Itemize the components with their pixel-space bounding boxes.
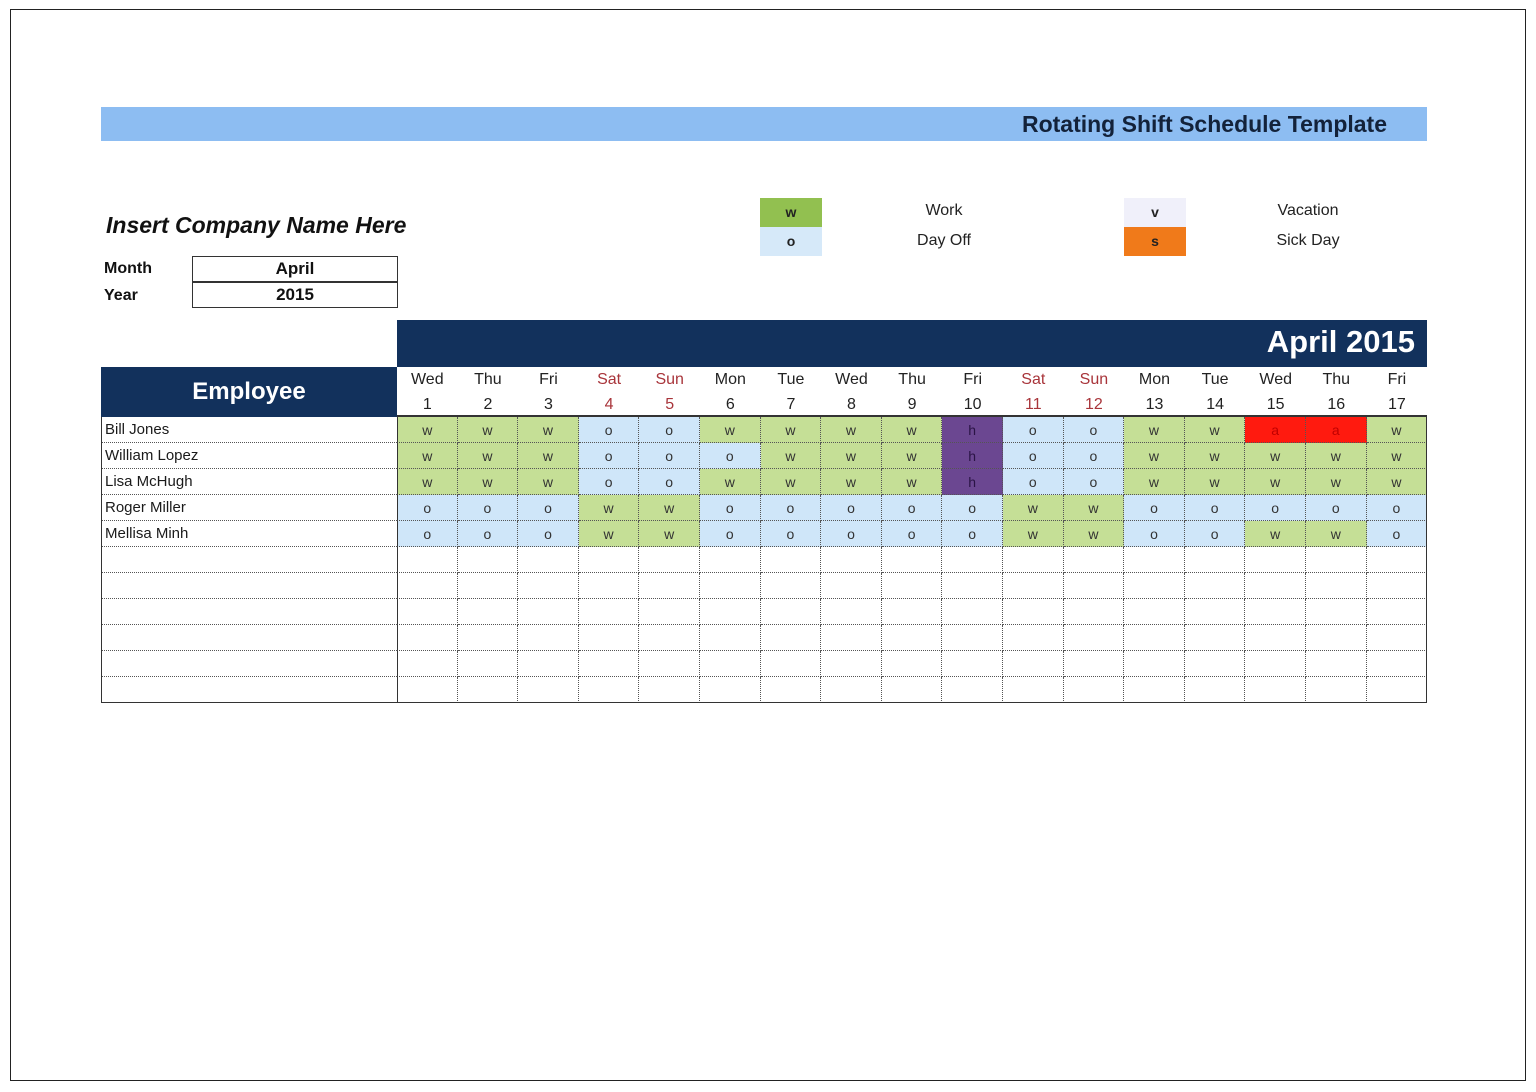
day-name: Sat <box>1021 371 1046 388</box>
shift-cell[interactable] <box>882 651 943 677</box>
shift-cell[interactable] <box>1185 573 1246 599</box>
day-name: Tue <box>777 371 805 388</box>
shift-cell[interactable]: h <box>942 443 1003 469</box>
shift-cell[interactable]: o <box>700 521 761 547</box>
shift-cell[interactable] <box>1064 547 1125 573</box>
title-banner <box>101 107 1427 141</box>
employee-name[interactable] <box>101 573 397 599</box>
shift-cell[interactable]: o <box>1185 521 1246 547</box>
shift-cell[interactable]: o <box>579 443 640 469</box>
shift-cell[interactable] <box>518 599 579 625</box>
shift-cell[interactable]: h <box>942 469 1003 495</box>
day-date: 8 <box>847 396 856 413</box>
day-header <box>1245 367 1306 417</box>
day-header <box>942 367 1003 417</box>
shift-cell[interactable] <box>1245 651 1306 677</box>
shift-cell[interactable]: w <box>458 469 519 495</box>
shift-cell[interactable]: o <box>1064 443 1125 469</box>
shift-cell[interactable]: w <box>761 417 822 443</box>
shift-cell[interactable] <box>700 547 761 573</box>
shift-cell[interactable]: w <box>458 443 519 469</box>
shift-cell[interactable] <box>1367 573 1428 599</box>
shift-cell[interactable]: o <box>579 469 640 495</box>
shift-cell[interactable] <box>761 547 822 573</box>
shift-cell[interactable] <box>821 573 882 599</box>
shift-cell[interactable]: o <box>1124 495 1185 521</box>
shift-cell[interactable] <box>761 677 822 703</box>
day-name: Wed <box>1259 371 1292 388</box>
day-header <box>1003 367 1064 417</box>
shift-cell[interactable]: o <box>882 495 943 521</box>
shift-cell[interactable]: o <box>882 521 943 547</box>
shift-cell[interactable] <box>639 573 700 599</box>
shift-cell[interactable] <box>1245 599 1306 625</box>
grid-border-bottom <box>101 702 1427 703</box>
day-header <box>882 367 943 417</box>
shift-cell[interactable]: w <box>1306 443 1367 469</box>
year-label: Year <box>104 287 138 304</box>
day-date: 15 <box>1266 396 1285 413</box>
shift-cell[interactable] <box>1245 677 1306 703</box>
shift-cell[interactable]: w <box>1306 469 1367 495</box>
shift-cell[interactable]: o <box>1124 521 1185 547</box>
day-header <box>1185 367 1246 417</box>
shift-cell[interactable] <box>579 599 640 625</box>
shift-cell[interactable] <box>1367 625 1428 651</box>
shift-cell[interactable]: h <box>942 417 1003 443</box>
shift-cell[interactable]: w <box>397 417 458 443</box>
shift-cell[interactable]: w <box>700 469 761 495</box>
day-date: 9 <box>907 396 917 413</box>
employee-name[interactable] <box>101 547 397 573</box>
shift-cell[interactable]: w <box>1124 417 1185 443</box>
legend-dayoff-label: Day Off <box>917 232 971 249</box>
day-header <box>1064 367 1125 417</box>
shift-cell[interactable] <box>942 651 1003 677</box>
shift-cell[interactable]: o <box>821 495 882 521</box>
day-header <box>397 367 458 417</box>
shift-cell[interactable]: o <box>1306 495 1367 521</box>
month-input[interactable]: April <box>192 256 398 282</box>
shift-cell[interactable]: o <box>1367 521 1428 547</box>
shift-cell[interactable]: w <box>821 469 882 495</box>
shift-cell[interactable]: w <box>1003 495 1064 521</box>
shift-cell[interactable]: w <box>882 469 943 495</box>
shift-cell[interactable] <box>1306 677 1367 703</box>
shift-cell[interactable]: w <box>639 495 700 521</box>
shift-cell[interactable]: w <box>761 443 822 469</box>
shift-cell[interactable]: o <box>942 495 1003 521</box>
day-header <box>761 367 822 417</box>
shift-cell[interactable] <box>1003 573 1064 599</box>
shift-cell[interactable]: o <box>639 443 700 469</box>
shift-cell[interactable] <box>397 573 458 599</box>
shift-cell[interactable] <box>458 599 519 625</box>
shift-cell[interactable] <box>942 625 1003 651</box>
day-name: Mon <box>714 371 746 388</box>
shift-cell[interactable] <box>639 547 700 573</box>
shift-cell[interactable] <box>821 677 882 703</box>
page-title: Rotating Shift Schedule Template <box>1021 111 1387 137</box>
shift-cell[interactable]: w <box>1185 417 1246 443</box>
shift-cell[interactable] <box>821 547 882 573</box>
shift-cell[interactable] <box>942 599 1003 625</box>
shift-cell[interactable]: o <box>518 521 579 547</box>
shift-cell[interactable]: o <box>1003 469 1064 495</box>
shift-cell[interactable] <box>1245 547 1306 573</box>
shift-cell[interactable]: w <box>1367 417 1428 443</box>
shift-cell[interactable] <box>700 599 761 625</box>
shift-cell[interactable] <box>1064 625 1125 651</box>
shift-cell[interactable] <box>882 599 943 625</box>
day-name: Sun <box>1079 371 1109 388</box>
employee-name[interactable]: William Lopez <box>101 443 397 469</box>
shift-cell[interactable]: w <box>397 443 458 469</box>
shift-cell[interactable]: w <box>639 521 700 547</box>
shift-cell[interactable] <box>942 677 1003 703</box>
shift-cell[interactable] <box>458 651 519 677</box>
grid-border-left <box>101 417 102 703</box>
shift-cell[interactable] <box>821 625 882 651</box>
day-name: Sat <box>597 371 622 388</box>
shift-cell[interactable] <box>700 651 761 677</box>
shift-cell[interactable]: w <box>1245 521 1306 547</box>
employee-name[interactable] <box>101 625 397 651</box>
shift-cell[interactable]: w <box>518 469 579 495</box>
shift-cell[interactable] <box>518 547 579 573</box>
shift-cell[interactable] <box>579 677 640 703</box>
day-date: 6 <box>725 396 735 413</box>
shift-cell[interactable]: o <box>397 521 458 547</box>
shift-cell[interactable] <box>458 625 519 651</box>
shift-cell[interactable] <box>518 677 579 703</box>
shift-cell[interactable]: o <box>1185 495 1246 521</box>
shift-cell[interactable]: o <box>1367 495 1428 521</box>
shift-cell[interactable] <box>579 547 640 573</box>
shift-cell[interactable] <box>397 651 458 677</box>
shift-cell[interactable] <box>518 651 579 677</box>
legend-vacation-swatch: v <box>1124 198 1186 227</box>
shift-cell[interactable]: w <box>1124 469 1185 495</box>
shift-cell[interactable] <box>761 599 822 625</box>
shift-cell[interactable] <box>761 651 822 677</box>
day-header <box>1367 367 1428 417</box>
shift-cell[interactable] <box>1245 573 1306 599</box>
calendar-month-header <box>397 320 1427 367</box>
shift-cell[interactable] <box>1003 651 1064 677</box>
shift-cell[interactable] <box>1003 599 1064 625</box>
day-header <box>1124 367 1185 417</box>
day-name: Fri <box>539 371 558 388</box>
shift-cell[interactable]: o <box>700 495 761 521</box>
shift-cell[interactable] <box>458 677 519 703</box>
shift-cell[interactable] <box>518 573 579 599</box>
shift-cell[interactable] <box>1245 625 1306 651</box>
employee-name[interactable]: Roger Miller <box>101 495 397 521</box>
shift-cell[interactable] <box>397 625 458 651</box>
day-header <box>518 367 579 417</box>
shift-cell[interactable] <box>761 573 822 599</box>
shift-cell[interactable] <box>1306 547 1367 573</box>
employee-column-header: Employee <box>101 367 397 417</box>
shift-cell[interactable] <box>458 573 519 599</box>
day-header <box>1306 367 1367 417</box>
shift-cell[interactable] <box>882 547 943 573</box>
day-name: Thu <box>1322 371 1351 388</box>
shift-cell[interactable]: w <box>1003 521 1064 547</box>
employee-name[interactable]: Lisa McHugh <box>101 469 397 495</box>
shift-cell[interactable] <box>1124 599 1185 625</box>
shift-cell[interactable] <box>882 573 943 599</box>
day-header <box>458 367 519 417</box>
shift-cell[interactable]: a <box>1245 417 1306 443</box>
day-name: Mon <box>1138 371 1171 388</box>
employee-name[interactable] <box>101 599 397 625</box>
shift-cell[interactable]: o <box>397 495 458 521</box>
shift-cell[interactable]: a <box>1306 417 1367 443</box>
shift-cell[interactable]: o <box>1064 417 1125 443</box>
shift-cell[interactable] <box>821 599 882 625</box>
calendar-month-title: April 2015 <box>1266 324 1415 359</box>
shift-cell[interactable] <box>639 599 700 625</box>
shift-cell[interactable]: o <box>942 521 1003 547</box>
day-date: 13 <box>1145 396 1164 413</box>
year-input[interactable]: 2015 <box>192 282 398 308</box>
shift-cell[interactable] <box>1124 677 1185 703</box>
employee-name[interactable] <box>101 651 397 677</box>
day-date: 1 <box>422 396 432 413</box>
day-header <box>821 367 882 417</box>
shift-cell[interactable] <box>1124 625 1185 651</box>
shift-cell[interactable]: o <box>700 443 761 469</box>
shift-cell[interactable] <box>882 625 943 651</box>
day-date: 10 <box>963 396 982 413</box>
day-date: 3 <box>544 396 553 413</box>
day-header <box>700 367 761 417</box>
shift-cell[interactable] <box>1064 651 1125 677</box>
shift-cell[interactable]: o <box>761 521 822 547</box>
shift-cell[interactable]: w <box>882 417 943 443</box>
shift-cell[interactable] <box>821 651 882 677</box>
shift-cell[interactable]: o <box>639 417 700 443</box>
day-name: Wed <box>410 371 444 388</box>
shift-cell[interactable]: o <box>458 521 519 547</box>
day-name: Fri <box>963 371 983 388</box>
shift-cell[interactable] <box>579 625 640 651</box>
shift-cell[interactable]: w <box>1367 469 1428 495</box>
shift-cell[interactable] <box>579 573 640 599</box>
employee-name[interactable] <box>101 677 397 703</box>
day-name: Thu <box>898 371 926 388</box>
shift-cell[interactable]: w <box>458 417 519 443</box>
shift-cell[interactable]: w <box>518 443 579 469</box>
shift-cell[interactable] <box>882 677 943 703</box>
shift-cell[interactable] <box>1003 547 1064 573</box>
shift-cell[interactable] <box>397 547 458 573</box>
legend-sickday-swatch: s <box>1124 227 1186 256</box>
shift-cell[interactable] <box>700 677 761 703</box>
shift-cell[interactable] <box>1124 547 1185 573</box>
shift-cell[interactable]: o <box>518 495 579 521</box>
shift-cell[interactable]: o <box>579 417 640 443</box>
shift-cell[interactable]: w <box>1124 443 1185 469</box>
month-label: Month <box>104 260 152 277</box>
legend-work-label: Work <box>925 202 963 219</box>
shift-cell[interactable] <box>1306 599 1367 625</box>
shift-cell[interactable] <box>700 573 761 599</box>
shift-cell[interactable]: w <box>579 495 640 521</box>
shift-cell[interactable] <box>1185 625 1246 651</box>
employee-name[interactable]: Bill Jones <box>101 417 397 443</box>
shift-cell[interactable]: w <box>1185 469 1246 495</box>
shift-cell[interactable] <box>1367 599 1428 625</box>
shift-cell[interactable]: o <box>639 469 700 495</box>
day-name: Sun <box>655 371 684 388</box>
shift-cell[interactable] <box>1064 599 1125 625</box>
shift-cell[interactable] <box>1124 651 1185 677</box>
shift-cell[interactable]: w <box>1064 521 1125 547</box>
shift-cell[interactable]: w <box>1245 443 1306 469</box>
shift-cell[interactable] <box>1124 573 1185 599</box>
day-date: 14 <box>1206 396 1224 413</box>
shift-cell[interactable] <box>579 651 640 677</box>
legend-work-swatch: w <box>760 198 822 227</box>
shift-cell[interactable] <box>397 677 458 703</box>
shift-cell[interactable] <box>1367 677 1428 703</box>
shift-cell[interactable]: w <box>1306 521 1367 547</box>
shift-cell[interactable] <box>518 625 579 651</box>
legend-dayoff-swatch: o <box>760 227 822 256</box>
shift-cell[interactable]: w <box>700 417 761 443</box>
shift-cell[interactable] <box>1306 625 1367 651</box>
shift-cell[interactable]: w <box>1064 495 1125 521</box>
shift-cell[interactable]: w <box>1245 469 1306 495</box>
day-date: 5 <box>665 396 675 413</box>
day-date: 7 <box>786 396 796 413</box>
day-name: Thu <box>474 371 502 388</box>
shift-cell[interactable]: w <box>579 521 640 547</box>
shift-cell[interactable] <box>1306 651 1367 677</box>
shift-cell[interactable] <box>1064 573 1125 599</box>
shift-cell[interactable] <box>639 677 700 703</box>
shift-cell[interactable] <box>1185 677 1246 703</box>
shift-cell[interactable]: w <box>1367 443 1428 469</box>
shift-cell[interactable] <box>458 547 519 573</box>
company-name[interactable]: Insert Company Name Here <box>106 212 407 238</box>
shift-cell[interactable] <box>1367 547 1428 573</box>
shift-cell[interactable] <box>397 599 458 625</box>
shift-cell[interactable]: w <box>761 469 822 495</box>
shift-cell[interactable] <box>942 547 1003 573</box>
shift-cell[interactable] <box>761 625 822 651</box>
shift-cell[interactable]: w <box>518 417 579 443</box>
day-header <box>639 367 700 417</box>
day-name: Tue <box>1201 371 1229 388</box>
shift-cell[interactable] <box>700 625 761 651</box>
day-header <box>579 367 640 417</box>
legend-vacation-label: Vacation <box>1277 202 1339 219</box>
shift-cell[interactable] <box>1185 547 1246 573</box>
shift-cell[interactable]: o <box>1003 417 1064 443</box>
shift-cell[interactable] <box>942 573 1003 599</box>
shift-cell[interactable]: w <box>821 417 882 443</box>
employee-name[interactable]: Mellisa Minh <box>101 521 397 547</box>
shift-cell[interactable]: w <box>397 469 458 495</box>
grid-border-right <box>1426 417 1427 703</box>
shift-cell[interactable] <box>1003 677 1064 703</box>
shift-cell[interactable] <box>1003 625 1064 651</box>
day-name: Wed <box>835 371 868 388</box>
shift-cell[interactable] <box>639 625 700 651</box>
shift-cell[interactable]: o <box>1003 443 1064 469</box>
shift-cell[interactable] <box>1185 599 1246 625</box>
shift-cell[interactable] <box>1306 573 1367 599</box>
shift-cell[interactable]: o <box>821 521 882 547</box>
day-date: 11 <box>1024 396 1042 413</box>
shift-cell[interactable] <box>639 651 700 677</box>
day-date: 4 <box>604 396 614 413</box>
legend-sickday-label: Sick Day <box>1276 232 1340 249</box>
day-date: 12 <box>1084 396 1103 413</box>
shift-cell[interactable]: w <box>821 443 882 469</box>
day-date: 17 <box>1387 396 1406 413</box>
shift-cell[interactable]: o <box>1245 495 1306 521</box>
day-date: 2 <box>483 396 493 413</box>
shift-cell[interactable]: o <box>1064 469 1125 495</box>
day-date: 16 <box>1327 396 1346 413</box>
shift-cell[interactable]: o <box>761 495 822 521</box>
day-name: Fri <box>1387 371 1407 388</box>
shift-cell[interactable] <box>1064 677 1125 703</box>
shift-cell[interactable]: w <box>1185 443 1246 469</box>
shift-cell[interactable] <box>1367 651 1428 677</box>
shift-cell[interactable] <box>1185 651 1246 677</box>
shift-cell[interactable]: w <box>882 443 943 469</box>
shift-cell[interactable]: o <box>458 495 519 521</box>
